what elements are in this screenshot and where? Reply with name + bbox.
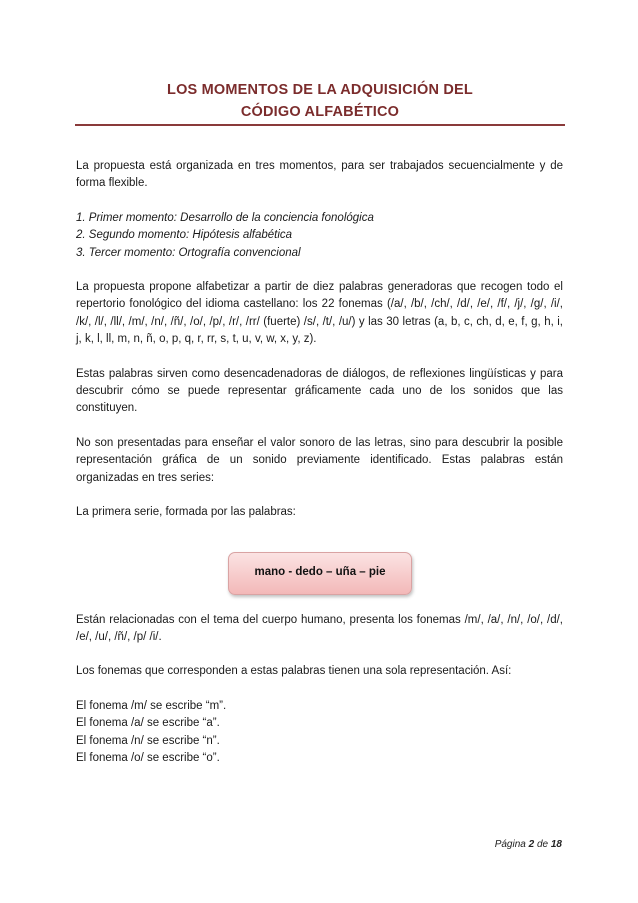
- moment-3: 3. Tercer momento: Ortografía convencional: [76, 246, 301, 259]
- body-content: [76, 158, 563, 767]
- moment-2: 2. Segundo momento: Hipótesis alfabética: [76, 229, 293, 242]
- phoneme-line-o: El fonema /o/ se escribe “o”.: [76, 751, 220, 764]
- words-callout: mano - dedo – uña – pie: [228, 552, 412, 595]
- page-label: Página: [494, 839, 526, 850]
- page-title: [76, 79, 564, 123]
- callout-area: [76, 522, 563, 612]
- paragraph-triggers: Estas palabras sirven como desencadenadoras de diálogos, de reflexiones lingüísticas y para descubrir cómo se puede representar gráficamente cada uno de los sonidos que las constituyen.: [76, 367, 563, 415]
- current-page: 2: [528, 839, 535, 850]
- title-divider: [75, 124, 565, 126]
- phoneme-line-n: El fonema /n/ se escribe “n”.: [76, 734, 220, 747]
- title-line-2: CÓDIGO ALFABÉTICO: [240, 104, 400, 120]
- paragraph-not-presented: No son presentadas para enseñar el valor sonoro de las letras, sino para descubrir la posible representación gráfica de un sonido previamente identificado. Estas palabras están organizadas en tres series:: [76, 436, 563, 484]
- phoneme-line-m: El fonema /m/ se escribe “m”.: [76, 699, 227, 712]
- paragraph-single-rep: Los fonemas que corresponden a estas palabras tienen una sola representación. Así:: [76, 665, 512, 678]
- paragraph-related: Están relacionadas con el tema del cuerpo humano, presenta los fonemas /m/, /a/, /n/, /o/, /d/, /e/, /u/, /ñ/, /p/ /i/.: [76, 613, 563, 643]
- phoneme-line-a: El fonema /a/ se escribe “a”.: [76, 717, 220, 730]
- page-number: [495, 839, 562, 850]
- title-line-1: LOS MOMENTOS DE LA ADQUISICIÓN DEL: [167, 82, 473, 98]
- total-pages: 18: [550, 839, 562, 850]
- page-of-label: de: [536, 839, 549, 850]
- paragraph-proposal: La propuesta propone alfabetizar a partir de diez palabras generadoras que recogen todo el repertorio fonológico del idioma castellano: los 22 fonemas (/a/, /b/, /ch/, /d/, /e/, /f/, /j/, /g/, /i/, /k/, /l/, /ll/, /m/, /n/, /ñ/, /o/, /p/, /r/, /rr/ (fuerte) /s/, /t/, /u/) y las 30 letras (a, b, c, ch, d, e, f, g, h, i, j, k, l, ll, m, n, ñ, o, p, q, r, rr, s, t, u, v, w, x, y, z).: [76, 281, 563, 346]
- paragraph-first-series: La primera serie, formada por las palabras:: [76, 506, 296, 519]
- moment-1: 1. Primer momento: Desarrollo de la conciencia fonológica: [76, 211, 374, 224]
- paragraph-intro: La propuesta está organizada en tres momentos, para ser trabajados secuencialmente y de forma flexible.: [76, 160, 563, 190]
